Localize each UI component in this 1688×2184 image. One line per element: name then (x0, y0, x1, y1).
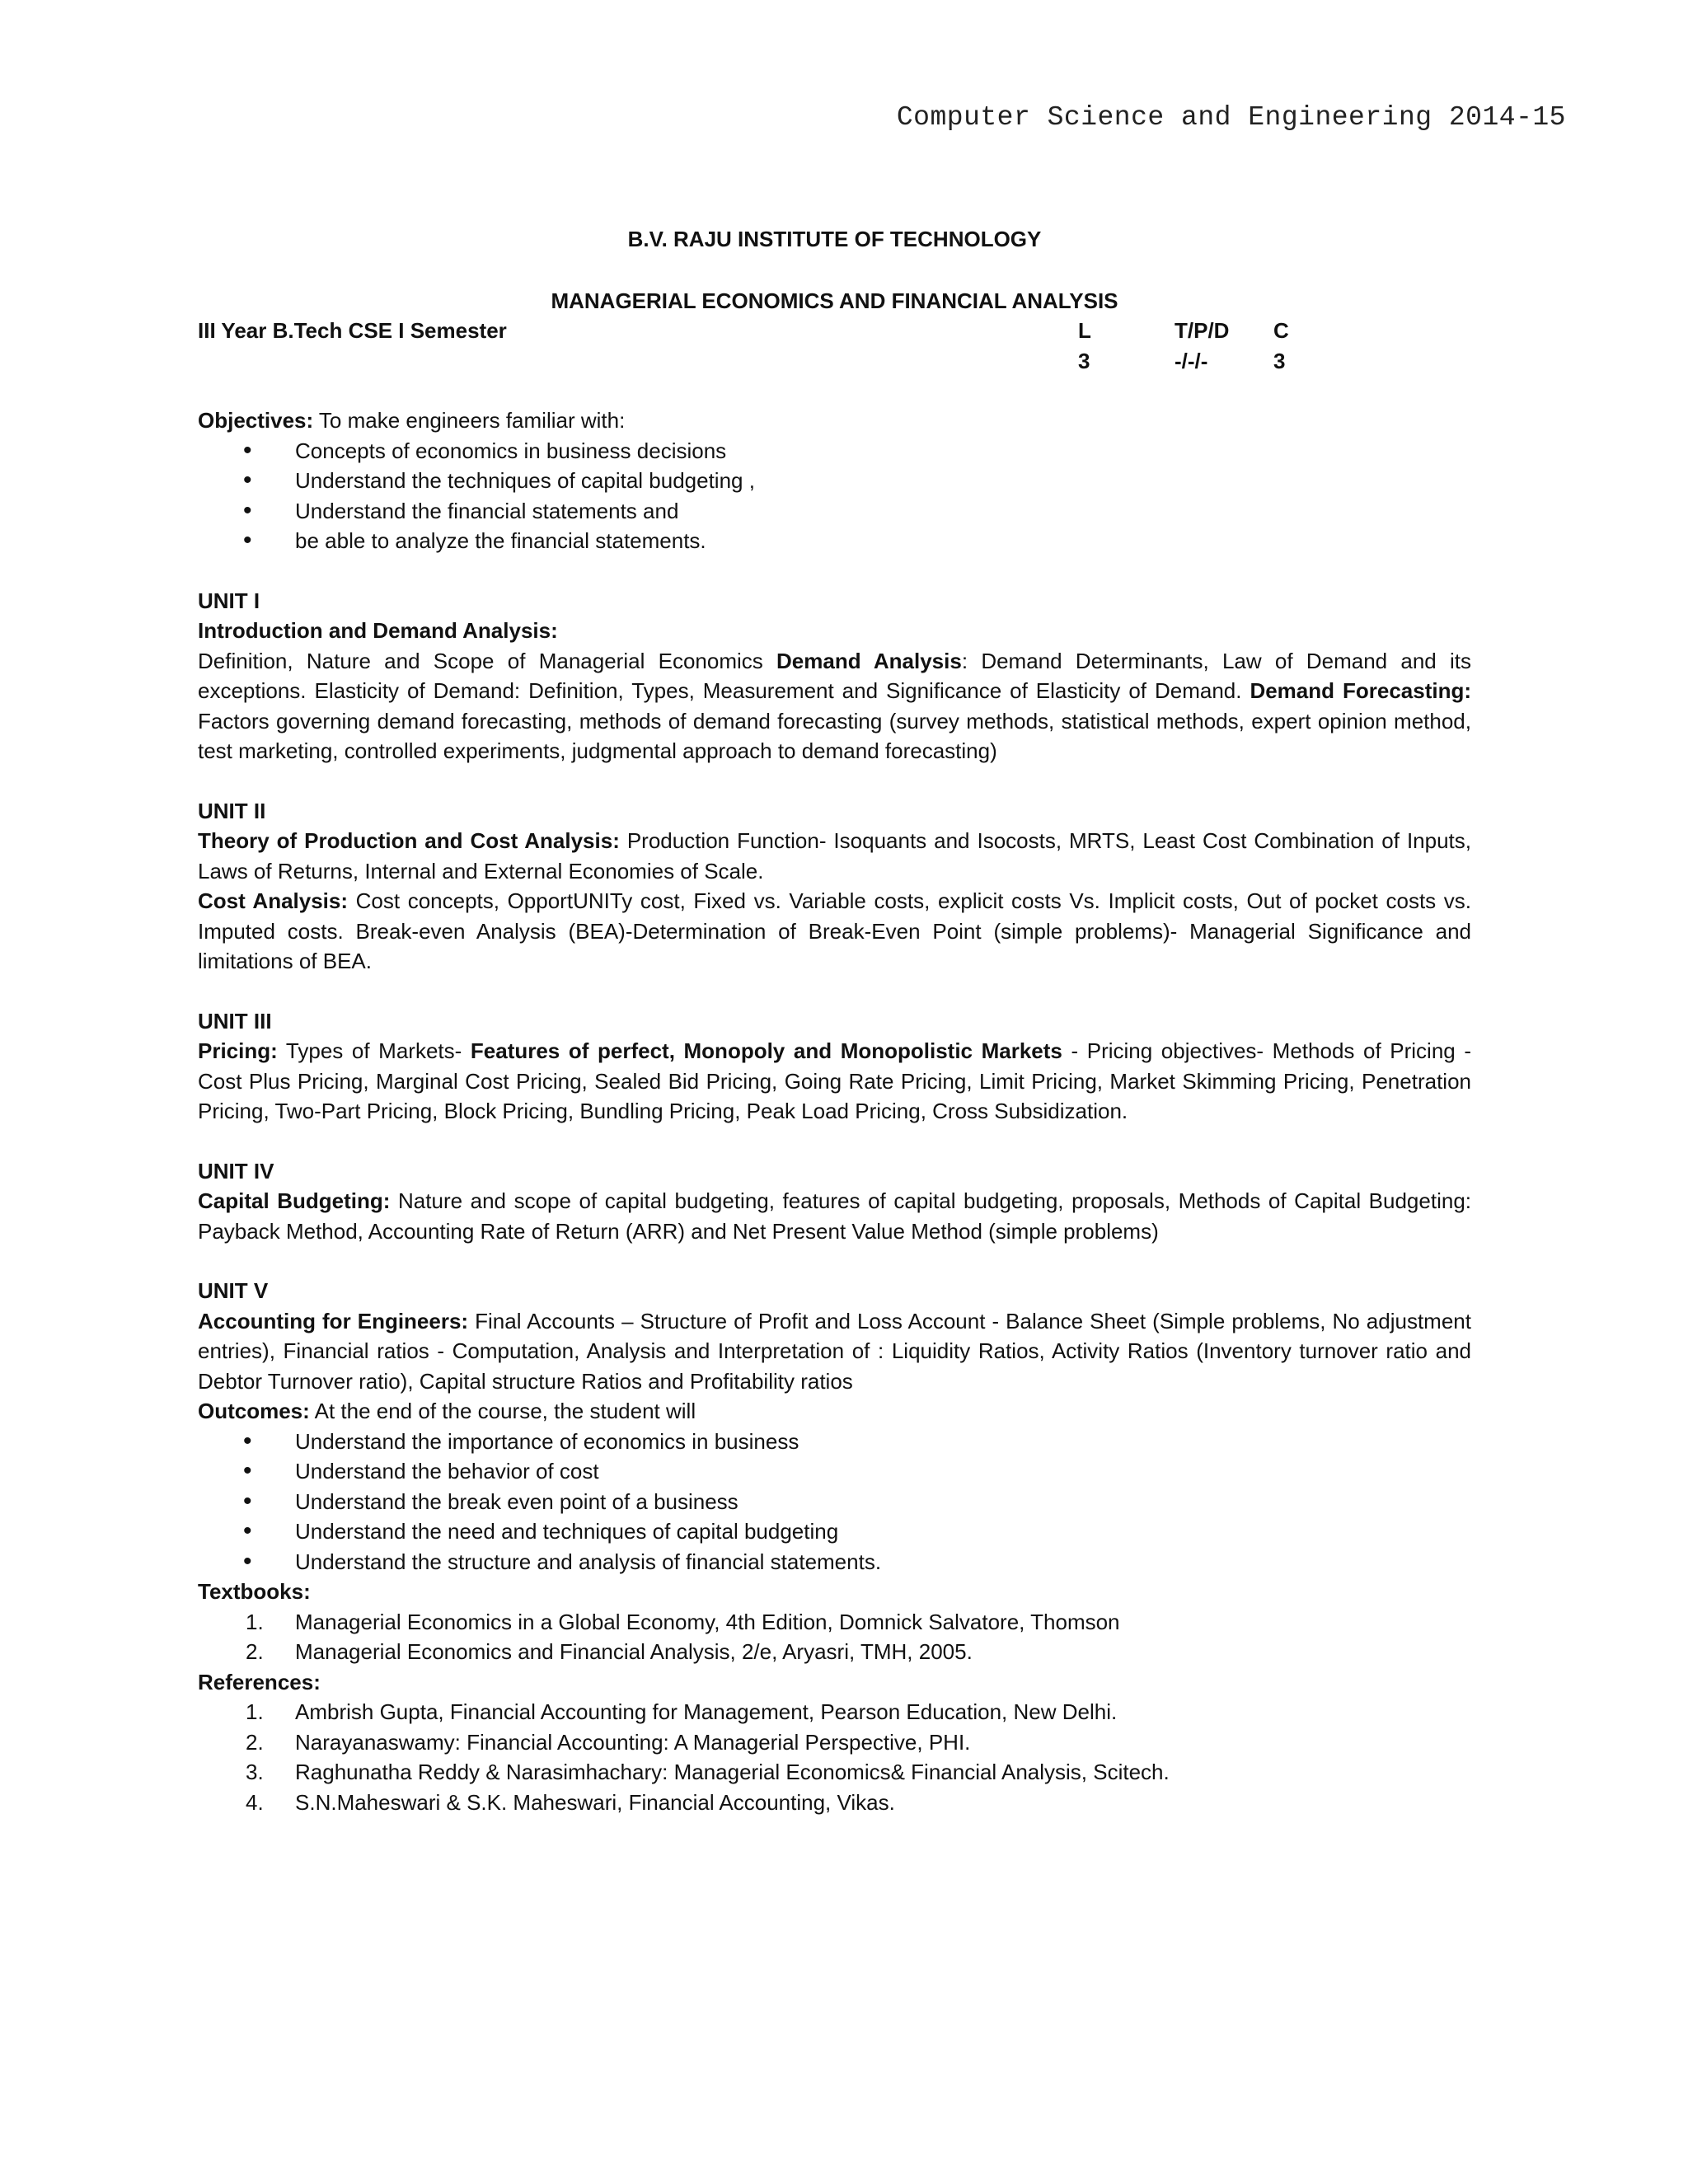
list-item (198, 1727, 1471, 1758)
list-item: • Understand the financial statements and (198, 496, 1471, 527)
unit-bold-part: Features of perfect, Monopoly and Monopolistic Markets (470, 1038, 1062, 1063)
list-item: • Understand the importance of economics in business (198, 1427, 1471, 1457)
objectives-intro: To make engineers familiar with: (313, 408, 626, 433)
unit-bold-part: Pricing: (198, 1038, 278, 1063)
item-number: 2. (246, 1639, 264, 1664)
item-text: S.N.Maheswari & S.K. Maheswari, Financial Accounting, Vikas. (295, 1789, 895, 1815)
item-text: Raghunatha Reddy & Narasimhachary: Managerial Economics& Financial Analysis, Scitech. (295, 1760, 1170, 1784)
unit-text (198, 1306, 1471, 1397)
unit-text (198, 826, 1471, 886)
unit-text-part: Production Function- Isoquants and Isocosts, MRTS, Least Cost Combination of Inputs, Laws of Returns, Internal and External Economies of Scale. (198, 828, 1471, 883)
item-text: Narayanaswamy: Financial Accounting: A Managerial Perspective, PHI. (295, 1729, 971, 1755)
list-item: • Understand the techniques of capital budgeting , (198, 466, 1471, 496)
unit-text-part: Cost concepts, OpportUNITy cost, Fixed vs. Variable costs, explicit costs Vs. Implicit costs, Out of pocket costs vs. Imputed costs. Break-even Analysis (BEA)-Determination of Break-Even Point (simple problems)- Managerial Significance and limitations of BEA. (198, 888, 1472, 973)
unit-bold-part: Demand Forecasting: (1250, 678, 1471, 703)
course-title: MANAGERIAL ECONOMICS AND FINANCIAL ANALYSIS (551, 288, 1118, 313)
l-value: 3 (1078, 348, 1090, 373)
year-semester: III Year B.Tech CSE I Semester (198, 318, 507, 343)
total-credits (1273, 316, 1289, 376)
list-item: • Understand the structure and analysis of financial statements. (198, 1547, 1471, 1577)
list-item: • be able to analyze the financial statements. (198, 526, 1471, 556)
unit-5 (198, 1276, 1471, 1396)
unit-title: UNIT III (198, 1008, 272, 1033)
list-item (198, 1607, 1471, 1638)
references-label: References: (198, 1669, 321, 1694)
unit-text (198, 886, 1471, 977)
objectives-line (198, 405, 1471, 436)
unit-bold-part: Demand Analysis (776, 648, 962, 673)
unit-text-part: Nature and scope of capital budgeting, features of capital budgeting, proposals, Methods of Capital Budgeting: Payback Method, Accounting Rate of Return (ARR) and Net Present Value Method (simple problems) (198, 1188, 1471, 1244)
textbooks-list (198, 1607, 1471, 1667)
textbooks-label: Textbooks: (198, 1579, 311, 1604)
l-label: L (1078, 318, 1091, 343)
unit-text (198, 1186, 1471, 1246)
unit-title: UNIT IV (198, 1158, 274, 1183)
unit-title: UNIT I (198, 588, 260, 613)
unit-title: UNIT V (198, 1278, 269, 1303)
list-item (198, 1788, 1471, 1818)
list-item: • Understand the break even point of a business (198, 1487, 1471, 1517)
unit-text-part: Final Accounts – Structure of Profit and Loss Account - Balance Sheet (Simple problems, No adjustment entries), Financial ratios - Computation, Analysis and Interpretation of : Liquidity Ratios, Activity Ratios (Inventory turnover ratio and Debtor Turnover ratio), Capital structure Ratios and Profitability ratios (198, 1308, 1471, 1394)
item-text: Managerial Economics and Financial Analysis, 2/e, Aryasri, TMH, 2005. (295, 1639, 973, 1664)
unit-text-part: Factors governing demand forecasting, methods of demand forecasting (survey methods, statistical methods, expert opinion method, test marketing, controlled experiments, judgmental approach to demand forecasting) (198, 708, 1471, 763)
item-text: Ambrish Gupta, Financial Accounting for Management, Pearson Education, New Delhi. (295, 1699, 1118, 1724)
unit-bold-part: Capital Budgeting: (198, 1188, 391, 1213)
c-value: 3 (1273, 348, 1286, 373)
outcomes-intro: At the end of the course, the student will (309, 1399, 696, 1423)
list-item (198, 1757, 1471, 1788)
objectives-list (198, 436, 1471, 556)
unit-bold-part: Theory of Production and Cost Analysis: (198, 828, 620, 853)
unit-heading: Introduction and Demand Analysis: (198, 618, 558, 643)
unit-text-part: Definition, Nature and Scope of Managerial Economics (198, 648, 777, 673)
list-item: • Understand the need and techniques of capital budgeting (198, 1516, 1471, 1547)
lecture-credits (1078, 316, 1091, 376)
item-text: Managerial Economics in a Global Economy, 4th Edition, Domnick Salvatore, Thomson (295, 1609, 1120, 1634)
outcomes-line (198, 1396, 1471, 1427)
outcomes-label: Outcomes: (198, 1399, 310, 1423)
unit-1 (198, 586, 1471, 766)
unit-4 (198, 1156, 1471, 1247)
unit-title: UNIT II (198, 798, 266, 823)
item-number: 3. (246, 1760, 264, 1784)
item-number: 2. (246, 1729, 264, 1755)
list-item (198, 1637, 1471, 1667)
tpd-credits (1175, 316, 1229, 376)
unit-text (198, 646, 1471, 766)
tpd-value: -/-/- (1175, 348, 1208, 373)
item-number: 1. (246, 1609, 264, 1634)
syllabus-content (198, 224, 1471, 1817)
list-item (198, 1697, 1471, 1727)
item-number: 4. (246, 1789, 264, 1815)
list-item: • Understand the behavior of cost (198, 1456, 1471, 1487)
unit-text-part: : Demand Determinants, Law of Demand and its exceptions. Elasticity of Demand: Definition, Types, Measurement and Significance of Elasticity of Demand. (198, 648, 1471, 703)
unit-bold-part: Cost Analysis: (198, 888, 349, 913)
institute-name: B.V. RAJU INSTITUTE OF TECHNOLOGY (627, 227, 1042, 251)
item-number: 1. (246, 1699, 264, 1724)
page-header: Computer Science and Engineering 2014-15 (896, 102, 1566, 133)
course-info-row (198, 316, 1471, 376)
unit-text (198, 1036, 1471, 1127)
outcomes-list (198, 1427, 1471, 1577)
list-item: • Concepts of economics in business decisions (198, 436, 1471, 466)
c-label: C (1273, 318, 1289, 343)
unit-text-part: - Pricing objectives- Methods of Pricing - Cost Plus Pricing, Marginal Cost Pricing, Sealed Bid Pricing, Going Rate Pricing, Limit Pricing, Market Skimming Pricing, Penetration Pricing, Two-Part Pricing, Block Pricing, Bundling Pricing, Peak Load Pricing, Cross Subsidization. (198, 1038, 1472, 1123)
unit-2 (198, 796, 1471, 977)
references-list (198, 1697, 1471, 1817)
unit-text-part: Types of Markets- (277, 1038, 471, 1063)
unit-3 (198, 1006, 1471, 1127)
tpd-label: T/P/D (1175, 318, 1230, 343)
unit-bold-part: Accounting for Engineers: (198, 1308, 469, 1333)
objectives-label: Objectives: (198, 408, 314, 433)
